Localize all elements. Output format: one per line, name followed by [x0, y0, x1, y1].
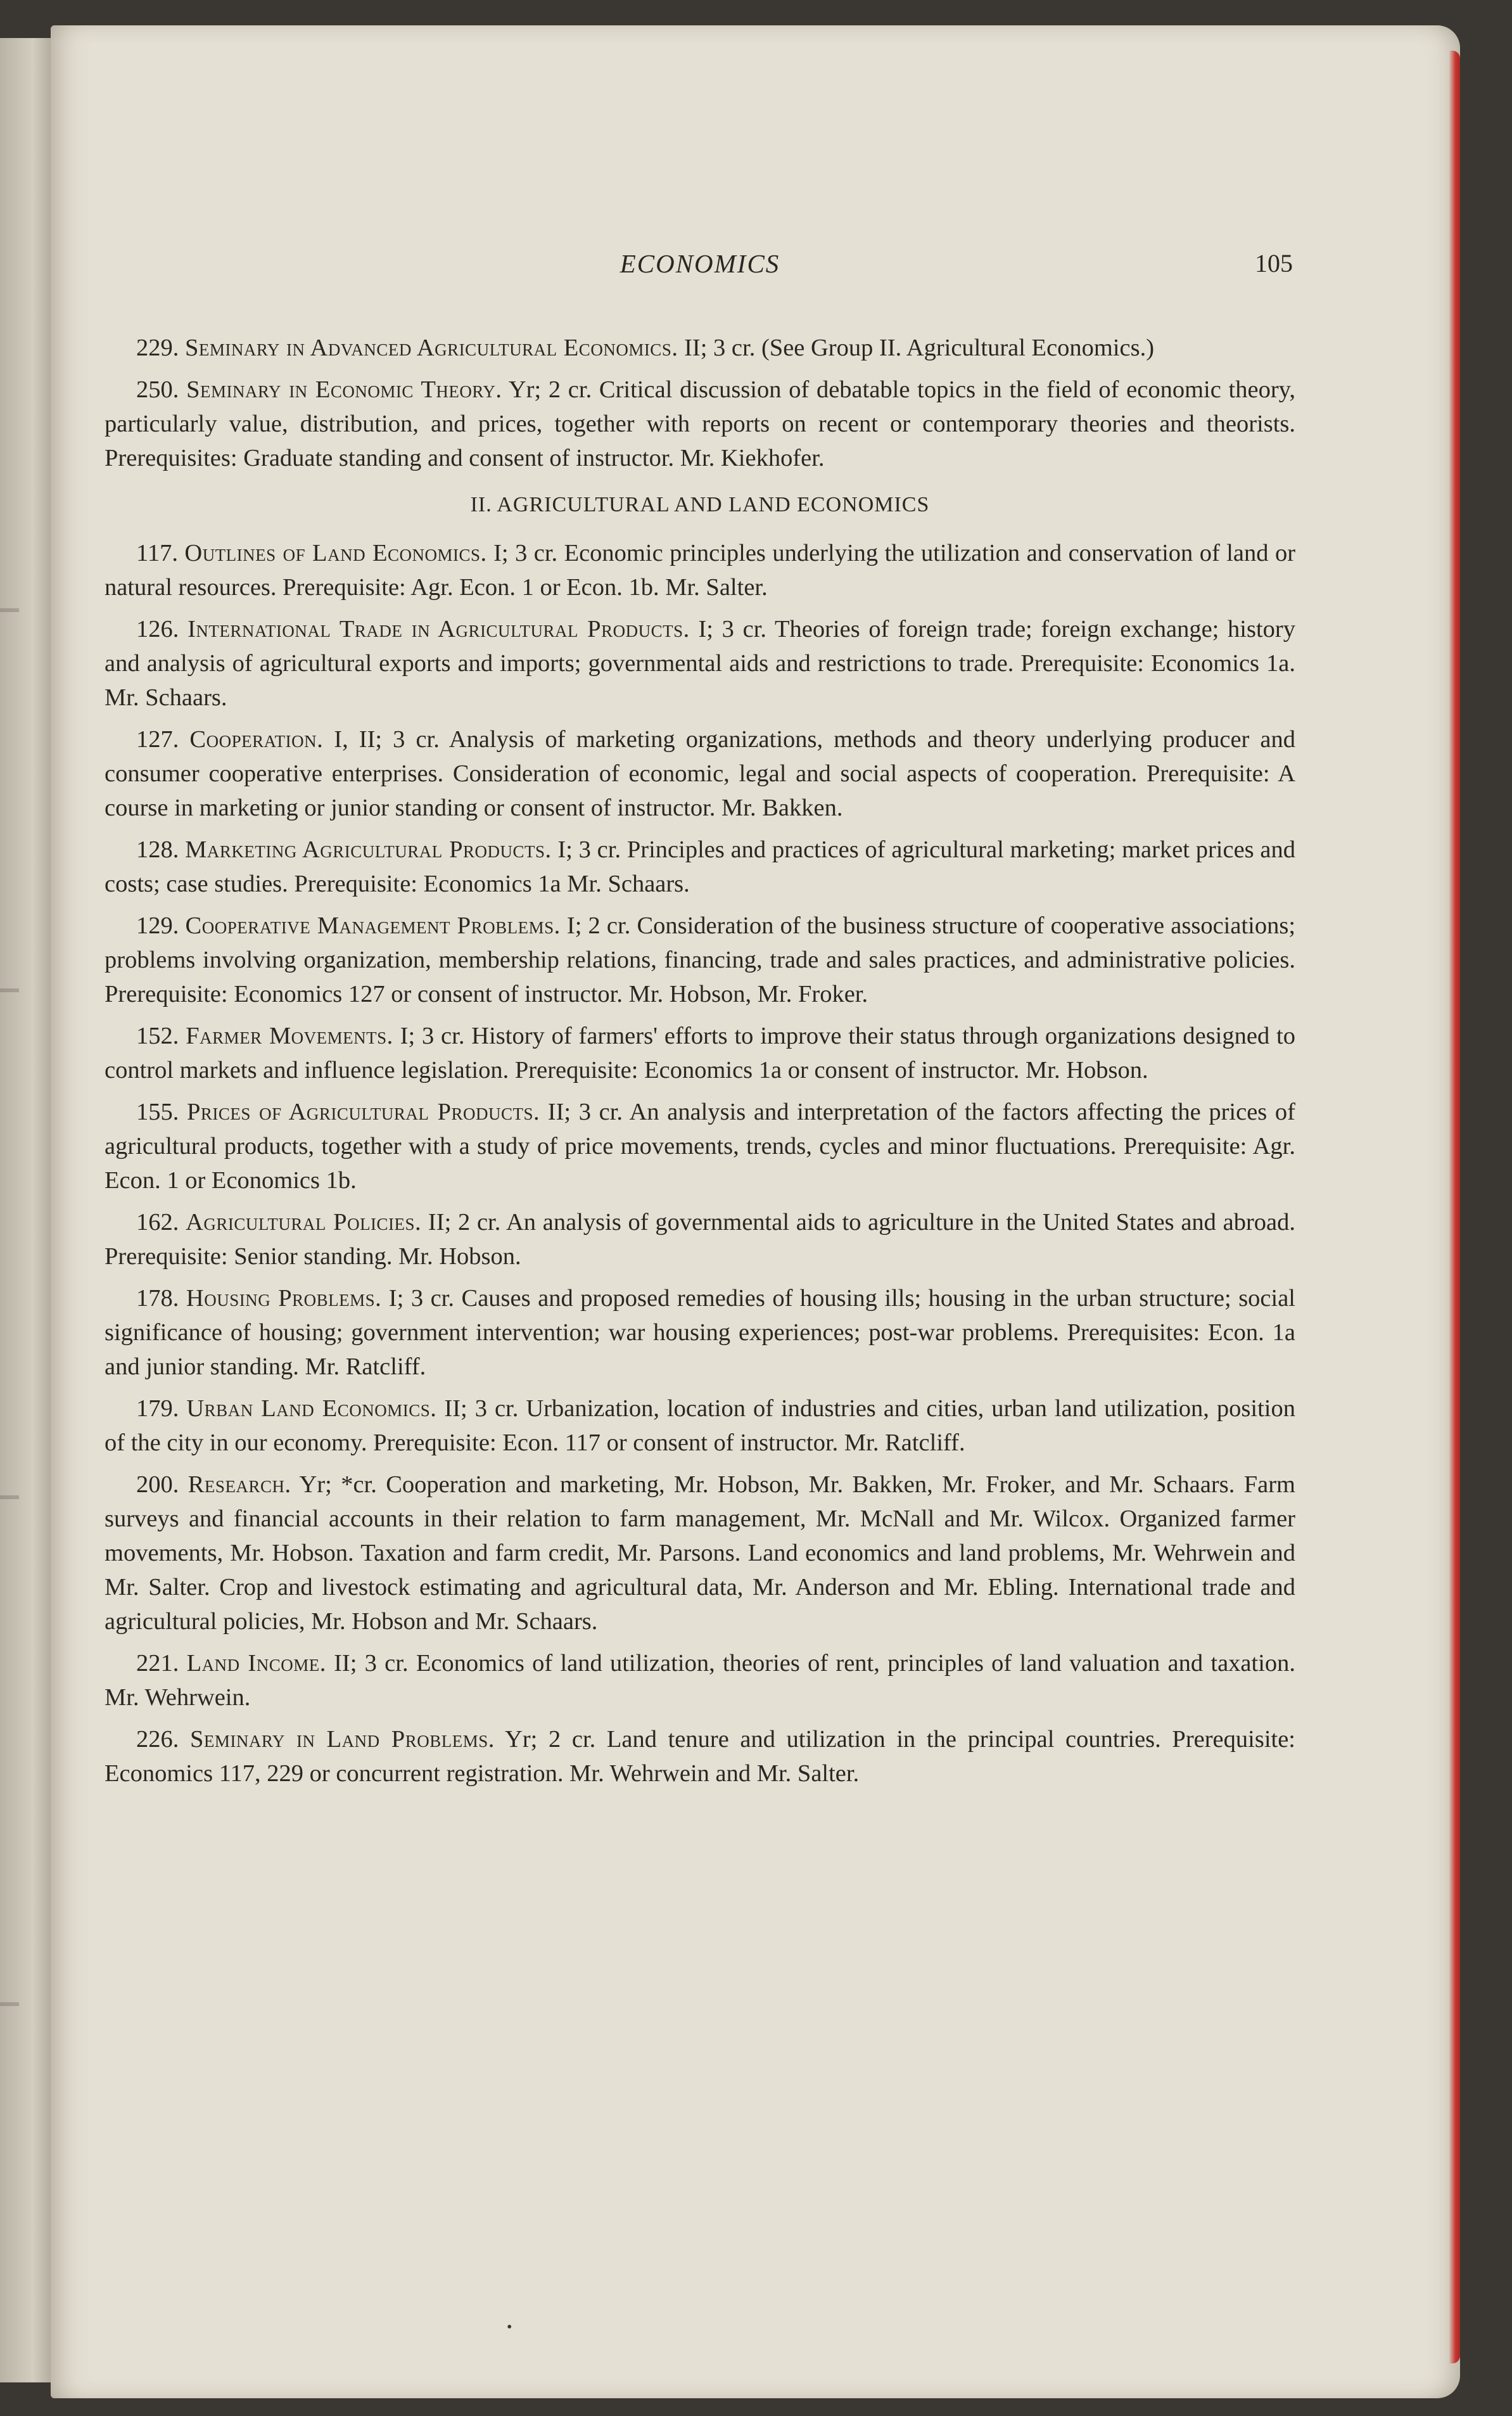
course-list-group-one: [105, 331, 1295, 475]
course-description: I; 3 cr. Principles and practices of agricultural marketing; market prices and costs; case studies. Prerequisite: Economics 1a Mr. Schaars.: [105, 836, 1296, 897]
course-description: II; 3 cr. Economics of land utilization, theories of rent, principles of land valuation and taxation. Mr. Wehrwein.: [105, 1650, 1296, 1711]
course-title: Urban Land Economics.: [186, 1395, 437, 1422]
bleed-through-mark: [0, 2002, 19, 2006]
course-number: 126.: [136, 616, 179, 642]
course-number: 127.: [136, 726, 179, 753]
course-title: Housing Problems.: [186, 1285, 382, 1312]
course-title: Cooperative Management Problems.: [185, 912, 561, 939]
page-number: 105: [1255, 249, 1293, 278]
bleed-through-mark: [0, 1495, 19, 1499]
course-entry: [105, 1205, 1295, 1274]
course-entry: [105, 1722, 1295, 1791]
course-description: I, II; 3 cr. Analysis of marketing organizations, methods and theory underlying producer and consumer cooperative enterprises. Consideration of economic, legal and social aspects of cooperation. Prerequisite: A course in marketing or junior standing or consent of instructor. Mr. Bakken.: [105, 726, 1296, 821]
course-title: Cooperation.: [189, 726, 324, 753]
course-description: Yr; 2 cr. Critical discussion of debatable topics in the field of economic theory, particularly value, distribution, and prices, together with reports on recent or contemporary theories and theorists. Prerequisites: Graduate standing and consent of instructor. Mr. Kiekhofer.: [105, 376, 1296, 471]
course-title: Farmer Movements.: [186, 1023, 393, 1049]
bleed-through-mark: [0, 608, 19, 612]
course-number: 226.: [136, 1726, 179, 1753]
course-title: International Trade in Agricultural Products.: [187, 616, 690, 642]
course-number: 152.: [136, 1023, 179, 1049]
course-description: II; 3 cr. An analysis and interpretation of the factors affecting the prices of agricultural products, together with a study of price movements, trends, cycles and minor fluctuations. Prerequisite: Agr. Econ. 1 or Economics 1b.: [105, 1099, 1295, 1194]
course-entry: [105, 1095, 1295, 1198]
course-entry: [105, 1467, 1295, 1639]
course-number: 117.: [136, 540, 178, 566]
course-number: 162.: [136, 1209, 179, 1236]
course-title: Agricultural Policies.: [186, 1209, 422, 1236]
running-head: [105, 248, 1295, 284]
course-title: Prices of Agricultural Products.: [187, 1099, 540, 1125]
course-description: I; 2 cr. Consideration of the business structure of cooperative associations; problems involving organization, membership relations, financing, trade and sales practices, and administrative policies. Prerequisite: Economics 127 or consent of instructor. Mr. Hobson, Mr. Froker.: [105, 912, 1296, 1007]
course-number: 178.: [136, 1285, 179, 1312]
course-number: 200.: [136, 1471, 179, 1498]
bleed-through-mark: [0, 988, 19, 992]
course-description: Yr; 2 cr. Land tenure and utilization in the principal countries. Prerequisite: Economics 117, 229 or concurrent registration. Mr. Wehrwein and Mr. Salter.: [105, 1726, 1295, 1787]
course-entry: [105, 331, 1295, 365]
running-title: ECONOMICS: [619, 249, 780, 278]
course-description: I; 3 cr. Theories of foreign trade; foreign exchange; history and analysis of agricultural exports and imports; governmental aids and restrictions to trade. Prerequisite: Economics 1a. Mr. Schaars.: [105, 616, 1296, 711]
page-edge-red: [1449, 51, 1460, 2363]
course-number: 250.: [136, 376, 179, 403]
course-entry: [105, 1281, 1295, 1384]
course-number: 179.: [136, 1395, 179, 1422]
course-entry: [105, 833, 1295, 901]
ink-speck: •: [507, 2319, 512, 2336]
course-number: 221.: [136, 1650, 179, 1677]
section-heading: II. AGRICULTURAL AND LAND ECONOMICS: [470, 493, 930, 516]
course-entry: [105, 536, 1295, 604]
course-entry: [105, 909, 1295, 1011]
course-entry: [105, 1391, 1295, 1460]
course-description: I; 3 cr. History of farmers' efforts to improve their status through organizations designed to control markets and influence legislation. Prerequisite: Economics 1a or consent of instructor. Mr. Hobson.: [105, 1023, 1295, 1083]
course-number: 129.: [136, 912, 179, 939]
course-description: I; 3 cr. Causes and proposed remedies of housing ills; housing in the urban structure; social significance of housing; government intervention; war housing experiences; post-war problems. Prerequisites: Econ. 1a and junior standing. Mr. Ratcliff.: [105, 1285, 1295, 1380]
course-entry: [105, 722, 1295, 825]
course-number: 155.: [136, 1099, 179, 1125]
course-description: II; 3 cr. Urbanization, location of industries and cities, urban land utilization, position of the city in our economy. Prerequisite: Econ. 117 or consent of instructor. Mr. Ratcliff.: [105, 1395, 1295, 1456]
course-description: II; 3 cr. (See Group II. Agricultural Economics.): [684, 335, 1155, 361]
course-number: 229.: [136, 335, 179, 361]
course-list-group-two: [105, 536, 1295, 1791]
course-title: Seminary in Advanced Agricultural Economics.: [185, 335, 678, 361]
course-number: 128.: [136, 836, 179, 863]
course-entry: [105, 373, 1295, 475]
course-entry: [105, 1019, 1295, 1087]
course-description: II; 2 cr. An analysis of governmental aids to agriculture in the United States and abroad. Prerequisite: Senior standing. Mr. Hobson.: [105, 1209, 1296, 1270]
course-description: Yr; *cr. Cooperation and marketing, Mr. Hobson, Mr. Bakken, Mr. Froker, and Mr. Schaars. Farm surveys and financial accounts in their relation to farm management, Mr. McNall and Mr. Wilcox. Organized farmer movements, Mr. Hobson. Taxation and farm credit, Mr. Parsons. Land economics and land problems, Mr. Wehrwein and Mr. Salter. Crop and livestock estimating and agricultural data, Mr. Anderson and Mr. Ebling. International trade and agricultural policies, Mr. Hobson and Mr. Schaars.: [105, 1471, 1295, 1635]
course-title: Seminary in Land Problems.: [190, 1726, 495, 1753]
course-title: Outlines of Land Economics.: [184, 540, 487, 566]
course-entry: [105, 1646, 1295, 1715]
course-title: Research.: [187, 1471, 291, 1498]
course-title: Marketing Agricultural Products.: [185, 836, 552, 863]
course-entry: [105, 612, 1295, 715]
course-title: Land Income.: [186, 1650, 326, 1677]
course-title: Seminary in Economic Theory.: [186, 376, 502, 403]
page-text: [105, 248, 1295, 1798]
course-description: I; 3 cr. Economic principles underlying the utilization and conservation of land or natural resources. Prerequisite: Agr. Econ. 1 or Econ. 1b. Mr. Salter.: [105, 540, 1296, 601]
